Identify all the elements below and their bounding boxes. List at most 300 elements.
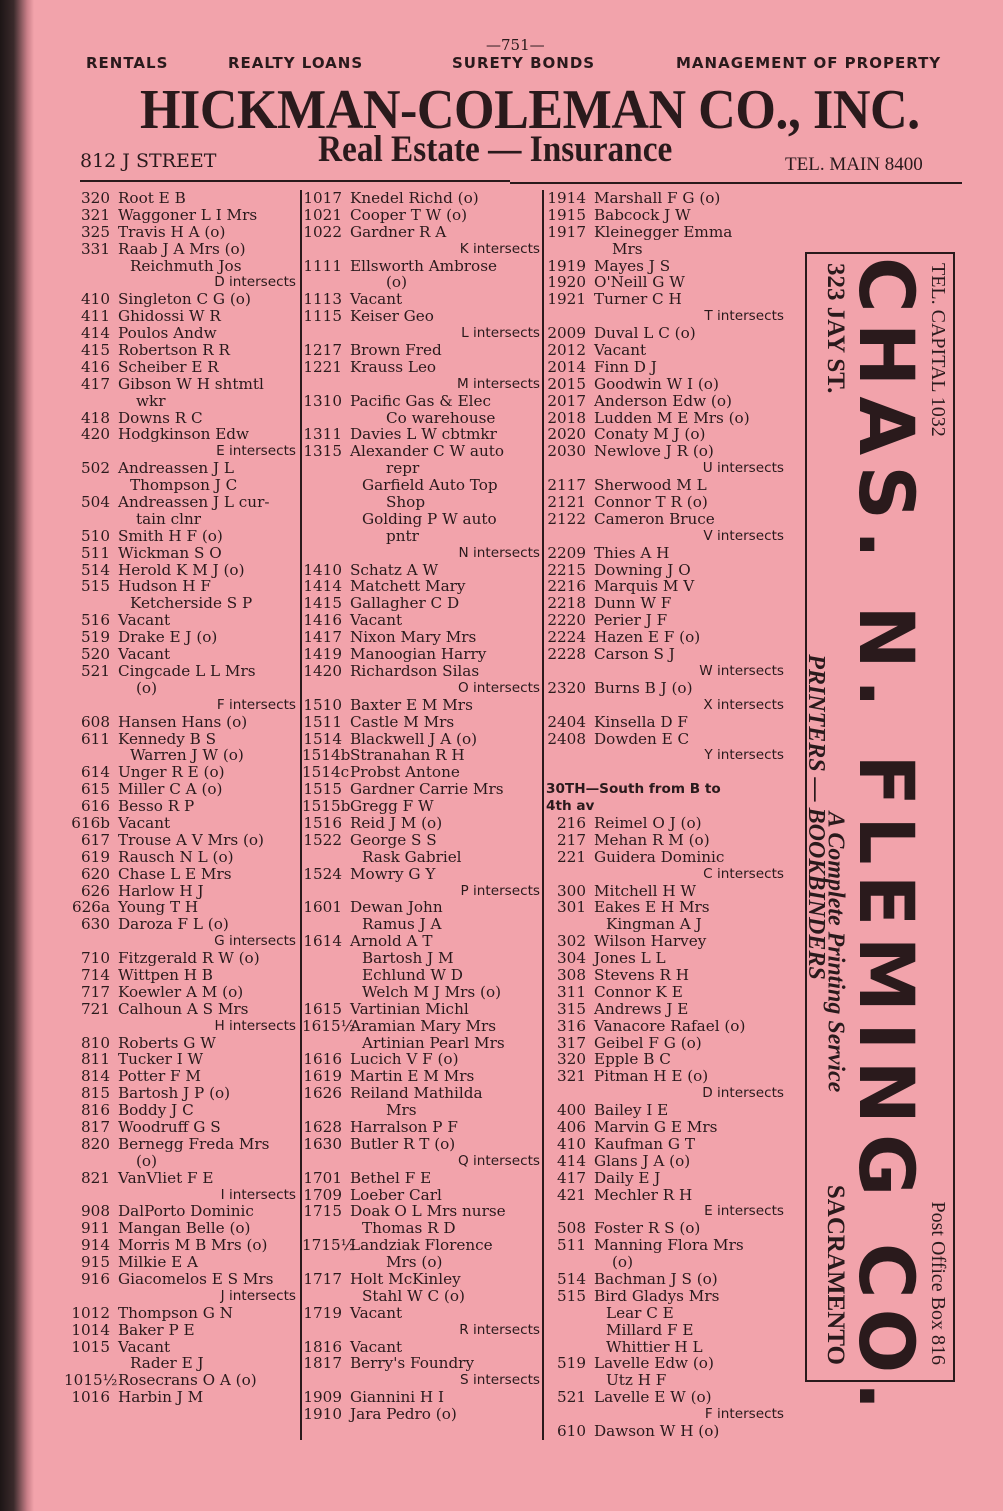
directory-entry bbox=[302, 933, 540, 950]
house-number: 616 bbox=[81, 797, 110, 816]
resident-name: Andreassen J L cur- bbox=[118, 493, 270, 512]
resident-name: Dewan John bbox=[350, 898, 443, 917]
cross-street-heading bbox=[546, 528, 784, 545]
directory-entry bbox=[64, 1203, 296, 1220]
resident-name: Gibson W H shtmtl bbox=[118, 374, 264, 393]
resident-name: Miller C A (o) bbox=[118, 780, 223, 799]
resident-name: DalPorto Dominic bbox=[118, 1202, 254, 1221]
directory-entry bbox=[302, 714, 540, 731]
house-number: 510 bbox=[81, 526, 110, 545]
ad-company-name: CHAS. N. FLEMING CO. bbox=[842, 257, 931, 1421]
directory-entry bbox=[546, 1389, 784, 1406]
directory-entry bbox=[546, 916, 784, 933]
entry-continuation: Shop bbox=[386, 493, 426, 512]
directory-entry bbox=[64, 1372, 296, 1389]
resident-name: Krauss Leo bbox=[350, 357, 437, 376]
directory-entry bbox=[64, 764, 296, 781]
entry-continuation: (o) bbox=[136, 1151, 157, 1170]
house-number: 2121 bbox=[547, 493, 586, 512]
resident-name: Chase L E Mrs bbox=[118, 864, 232, 883]
resident-name: Glans J A (o) bbox=[594, 1151, 691, 1170]
house-number: 521 bbox=[557, 1388, 586, 1407]
cross-street-label: J intersects bbox=[220, 1287, 296, 1304]
resident-name: Landziak Florence bbox=[350, 1236, 493, 1255]
directory-entry bbox=[546, 190, 784, 207]
house-number: 710 bbox=[81, 949, 110, 968]
house-number: 916 bbox=[81, 1270, 110, 1288]
directory-entry bbox=[302, 798, 540, 815]
directory-entry bbox=[546, 1305, 784, 1322]
resident-name: Mechler R H bbox=[594, 1185, 693, 1204]
house-number: 1524 bbox=[303, 864, 342, 883]
resident-name: Newlove J R (o) bbox=[594, 442, 714, 461]
directory-entry bbox=[546, 950, 784, 967]
resident-name: Singleton C G (o) bbox=[118, 290, 251, 309]
house-number: 1516 bbox=[303, 813, 342, 832]
resident-name: Thies A H bbox=[594, 543, 670, 562]
directory-entry bbox=[302, 1288, 540, 1305]
house-number: 2216 bbox=[547, 577, 586, 596]
directory-entry bbox=[302, 899, 540, 916]
directory-entry bbox=[302, 1187, 540, 1204]
resident-name: Milkie E A bbox=[118, 1253, 199, 1272]
cross-street-label: K intersects bbox=[459, 240, 540, 257]
directory-entry bbox=[64, 511, 296, 528]
house-number: 1630 bbox=[303, 1134, 342, 1153]
cross-street-label: H intersects bbox=[214, 1017, 296, 1034]
resident-name: Bethel F E bbox=[350, 1168, 432, 1187]
directory-entry bbox=[546, 224, 784, 241]
cross-street-label: L intersects bbox=[461, 325, 540, 342]
resident-name: Jones L L bbox=[594, 949, 666, 968]
cross-street-heading bbox=[546, 747, 784, 764]
resident-name: Harralson P F bbox=[350, 1117, 458, 1136]
resident-name: Kinsella D F bbox=[594, 712, 688, 731]
resident-name: Anderson Edw (o) bbox=[594, 391, 732, 410]
house-number: 519 bbox=[557, 1354, 586, 1373]
directory-entry bbox=[302, 1220, 540, 1237]
resident-name: Rader E J bbox=[130, 1354, 204, 1373]
house-number: 300 bbox=[557, 881, 586, 900]
house-number: 514 bbox=[557, 1270, 586, 1288]
house-number: 626a bbox=[71, 898, 110, 917]
directory-entry bbox=[546, 477, 784, 494]
street-heading-label: 4th av bbox=[546, 798, 595, 815]
directory-entry bbox=[546, 494, 784, 511]
resident-name: Ludden M E Mrs (o) bbox=[594, 408, 750, 427]
directory-entry bbox=[64, 325, 296, 342]
house-number: 217 bbox=[557, 830, 586, 849]
company-address: 812 J STREET bbox=[80, 150, 217, 172]
entry-continuation: (o) bbox=[386, 273, 407, 292]
resident-name: Downs R C bbox=[118, 408, 203, 427]
resident-name: Butler R T (o) bbox=[350, 1134, 456, 1153]
resident-name: Cingcade L L Mrs bbox=[118, 661, 256, 680]
house-number: 615 bbox=[81, 780, 110, 799]
house-number: 1416 bbox=[303, 611, 342, 630]
resident-name: Baxter E M Mrs bbox=[350, 695, 473, 714]
resident-name: Stranahan R H bbox=[350, 746, 465, 765]
directory-entry bbox=[64, 1389, 296, 1406]
house-number: 1016 bbox=[71, 1388, 110, 1407]
resident-name: Schatz A W bbox=[350, 560, 439, 579]
resident-name: Bernegg Freda Mrs bbox=[118, 1134, 270, 1153]
house-number: 304 bbox=[557, 949, 586, 968]
resident-name: Turner C H bbox=[594, 290, 682, 309]
house-number: 626 bbox=[81, 881, 110, 900]
resident-name: Utz H F bbox=[606, 1371, 667, 1390]
house-number: 1514c bbox=[302, 763, 350, 782]
house-number: 810 bbox=[81, 1033, 110, 1052]
resident-name: Lear C E bbox=[606, 1303, 674, 1322]
house-number: 406 bbox=[557, 1117, 586, 1136]
house-number: 1816 bbox=[303, 1337, 342, 1356]
house-number: 614 bbox=[81, 763, 110, 782]
cross-street-label: V intersects bbox=[703, 527, 784, 544]
directory-entry bbox=[64, 342, 296, 359]
cross-street-label: D intersects bbox=[214, 274, 296, 291]
house-number: 2020 bbox=[547, 425, 586, 444]
directory-column-3 bbox=[546, 190, 784, 1440]
directory-entry bbox=[64, 494, 296, 511]
cross-street-heading bbox=[546, 1203, 784, 1220]
house-number: 1921 bbox=[547, 290, 586, 309]
resident-name: Poulos Andw bbox=[118, 324, 217, 343]
resident-name: Manoogian Harry bbox=[350, 645, 487, 664]
cross-street-heading bbox=[64, 274, 296, 291]
resident-name: Root E B bbox=[118, 189, 186, 207]
directory-entry bbox=[64, 731, 296, 748]
resident-name: Hodgkinson Edw bbox=[118, 425, 250, 444]
directory-entry bbox=[302, 849, 540, 866]
directory-entry bbox=[546, 883, 784, 900]
house-number: 630 bbox=[81, 915, 110, 934]
directory-entry bbox=[64, 899, 296, 916]
house-number: 1601 bbox=[303, 898, 342, 917]
resident-name: Reid J M (o) bbox=[350, 813, 443, 832]
house-number: 315 bbox=[557, 999, 586, 1018]
directory-entry bbox=[64, 207, 296, 224]
directory-entry bbox=[302, 815, 540, 832]
resident-name: Bird Gladys Mrs bbox=[594, 1286, 720, 1305]
directory-entry bbox=[302, 866, 540, 883]
resident-name: Martin E M Mrs bbox=[350, 1067, 475, 1086]
resident-name: Wittpen H B bbox=[118, 965, 213, 984]
directory-entry bbox=[302, 916, 540, 933]
directory-entry bbox=[546, 731, 784, 748]
resident-name: Foster R S (o) bbox=[594, 1219, 701, 1238]
resident-name: Ghidossi W R bbox=[118, 307, 221, 326]
house-number: 1515 bbox=[303, 780, 342, 799]
directory-entry bbox=[302, 629, 540, 646]
company-name: HICKMAN-COLEMAN CO., INC. bbox=[140, 79, 920, 141]
resident-name: Giannini H I bbox=[350, 1388, 445, 1407]
house-number: 1817 bbox=[303, 1354, 342, 1373]
cross-street-label: U intersects bbox=[702, 460, 784, 477]
service-management: MANAGEMENT OF PROPERTY bbox=[676, 54, 942, 72]
house-number: 821 bbox=[81, 1168, 110, 1187]
directory-entry bbox=[546, 967, 784, 984]
directory-entry bbox=[64, 1153, 296, 1170]
resident-name: Duval L C (o) bbox=[594, 324, 696, 343]
cross-street-heading bbox=[546, 1406, 784, 1423]
directory-entry bbox=[64, 241, 296, 258]
house-number: 317 bbox=[557, 1033, 586, 1052]
resident-name: Kleinegger Emma bbox=[594, 222, 733, 241]
resident-name: Bartosh J P (o) bbox=[118, 1084, 231, 1103]
directory-entry bbox=[64, 460, 296, 477]
resident-name: Gardner Carrie Mrs bbox=[350, 780, 504, 799]
resident-name: Hudson H F bbox=[118, 577, 211, 596]
house-number: 2117 bbox=[547, 476, 586, 495]
book-spine-shadow bbox=[0, 0, 34, 1511]
directory-entry bbox=[546, 578, 784, 595]
directory-entry bbox=[302, 1339, 540, 1356]
resident-name: Vanacore Rafael (o) bbox=[594, 1016, 746, 1035]
resident-name: Herold K M J (o) bbox=[118, 560, 245, 579]
entry-continuation: Mrs bbox=[386, 1101, 417, 1120]
resident-name: Golding P W auto bbox=[362, 509, 497, 528]
resident-name: Bailey I E bbox=[594, 1101, 669, 1120]
house-number: 1017 bbox=[303, 189, 342, 207]
directory-entry bbox=[546, 984, 784, 1001]
directory-entry bbox=[302, 342, 540, 359]
resident-name: Alexander C W auto bbox=[350, 442, 504, 461]
house-number: 221 bbox=[557, 847, 586, 866]
house-number: 1515b bbox=[302, 797, 351, 816]
resident-name: Jara Pedro (o) bbox=[350, 1405, 457, 1424]
street-heading bbox=[546, 798, 784, 815]
directory-entry bbox=[64, 832, 296, 849]
directory-entry bbox=[302, 1389, 540, 1406]
resident-name: Davies L W cbtmkr bbox=[350, 425, 497, 444]
resident-name: Unger R E (o) bbox=[118, 763, 225, 782]
resident-name: Warren J W (o) bbox=[130, 746, 244, 765]
resident-name: Harbin J M bbox=[118, 1388, 204, 1407]
house-number: 1709 bbox=[303, 1185, 342, 1204]
resident-name: Daroza F L (o) bbox=[118, 915, 229, 934]
house-number: 311 bbox=[557, 982, 586, 1001]
house-number: 2122 bbox=[547, 509, 586, 528]
resident-name: Gardner R A bbox=[350, 222, 447, 241]
directory-entry bbox=[546, 1220, 784, 1237]
cross-street-label: D intersects bbox=[702, 1085, 784, 1102]
cross-street-heading bbox=[302, 376, 540, 393]
directory-entry bbox=[546, 426, 784, 443]
resident-name: Marshall F G (o) bbox=[594, 189, 721, 207]
entry-continuation: (o) bbox=[612, 1253, 633, 1272]
header-rule-left bbox=[80, 180, 510, 182]
cross-street-label: O intersects bbox=[457, 679, 540, 696]
house-number: 1619 bbox=[303, 1067, 342, 1086]
cross-street-label: R intersects bbox=[459, 1321, 540, 1338]
house-number: 400 bbox=[557, 1101, 586, 1120]
resident-name: Woodruff G S bbox=[118, 1117, 221, 1136]
service-rentals: RENTALS bbox=[86, 54, 169, 72]
house-number: 421 bbox=[557, 1185, 586, 1204]
directory-entry bbox=[302, 747, 540, 764]
directory-entry bbox=[302, 190, 540, 207]
directory-entry bbox=[546, 1136, 784, 1153]
directory-entry bbox=[546, 359, 784, 376]
house-number: 617 bbox=[81, 830, 110, 849]
directory-entry bbox=[64, 308, 296, 325]
directory-entry bbox=[546, 1322, 784, 1339]
directory-entry bbox=[64, 224, 296, 241]
directory-column-1 bbox=[64, 190, 296, 1406]
resident-name: Andreassen J L bbox=[118, 459, 234, 478]
resident-name: Harlow H J bbox=[118, 881, 204, 900]
resident-name: Richardson Silas bbox=[350, 661, 480, 680]
house-number: 2014 bbox=[547, 357, 586, 376]
resident-name: Reiland Mathilda bbox=[350, 1084, 483, 1103]
directory-entry bbox=[64, 1102, 296, 1119]
directory-entry bbox=[546, 1423, 784, 1440]
house-number: 1628 bbox=[303, 1117, 342, 1136]
directory-entry bbox=[64, 815, 296, 832]
directory-entry bbox=[546, 1339, 784, 1356]
directory-entry bbox=[546, 1035, 784, 1052]
directory-entry bbox=[64, 1001, 296, 1018]
house-number: 410 bbox=[557, 1134, 586, 1153]
cross-street-label: F intersects bbox=[216, 696, 296, 713]
cross-street-label: C intersects bbox=[703, 865, 784, 882]
resident-name: Guidera Dominic bbox=[594, 847, 725, 866]
resident-name: Ramus J A bbox=[362, 915, 442, 934]
house-number: 1113 bbox=[303, 290, 342, 309]
directory-entry bbox=[302, 477, 540, 494]
directory-entry bbox=[64, 1068, 296, 1085]
resident-name: Trouse A V Mrs (o) bbox=[118, 830, 264, 849]
directory-entry bbox=[302, 1035, 540, 1052]
directory-entry bbox=[546, 1102, 784, 1119]
cross-street-heading bbox=[302, 1153, 540, 1170]
house-number: 511 bbox=[557, 1236, 586, 1255]
directory-entry bbox=[64, 866, 296, 883]
directory-entry bbox=[546, 1355, 784, 1372]
cross-street-heading bbox=[302, 883, 540, 900]
directory-entry bbox=[546, 443, 784, 460]
resident-name: Carson S J bbox=[594, 645, 675, 664]
directory-entry bbox=[302, 224, 540, 241]
resident-name: Young T H bbox=[118, 898, 199, 917]
cross-street-heading bbox=[546, 308, 784, 325]
directory-entry bbox=[64, 1035, 296, 1052]
directory-entry bbox=[64, 629, 296, 646]
house-number: 1221 bbox=[303, 357, 342, 376]
directory-entry bbox=[302, 291, 540, 308]
directory-entry bbox=[546, 291, 784, 308]
resident-name: Eakes E H Mrs bbox=[594, 898, 710, 917]
resident-name: Matchett Mary bbox=[350, 577, 466, 596]
directory-entry bbox=[546, 274, 784, 291]
resident-name: Echlund W D bbox=[362, 965, 463, 984]
house-number: 514 bbox=[81, 560, 110, 579]
resident-name: Calhoun A S Mrs bbox=[118, 999, 249, 1018]
directory-entry bbox=[64, 1355, 296, 1372]
directory-entry bbox=[64, 680, 296, 697]
directory-entry bbox=[302, 1119, 540, 1136]
resident-name: Connor T R (o) bbox=[594, 493, 708, 512]
directory-entry bbox=[64, 1271, 296, 1288]
house-number: 619 bbox=[81, 847, 110, 866]
cross-street-heading bbox=[302, 680, 540, 697]
house-number: 1615½ bbox=[302, 1016, 356, 1035]
directory-entry bbox=[64, 1220, 296, 1237]
ad-slogan: A Complete Printing Service bbox=[822, 811, 849, 1093]
directory-entry bbox=[302, 443, 540, 460]
resident-name: Dunn W F bbox=[594, 594, 672, 613]
directory-entry bbox=[64, 359, 296, 376]
directory-entry bbox=[546, 562, 784, 579]
directory-entry bbox=[546, 832, 784, 849]
house-number: 414 bbox=[81, 324, 110, 343]
resident-name: Waggoner L I Mrs bbox=[118, 205, 258, 224]
cross-street-label: Q intersects bbox=[457, 1152, 540, 1169]
directory-entry bbox=[546, 1170, 784, 1187]
house-number: 1522 bbox=[303, 830, 342, 849]
house-number: 2228 bbox=[547, 645, 586, 664]
directory-entry bbox=[546, 612, 784, 629]
directory-entry bbox=[546, 933, 784, 950]
house-number: 1012 bbox=[71, 1303, 110, 1322]
resident-name: Andrews J E bbox=[594, 999, 689, 1018]
house-number: 816 bbox=[81, 1101, 110, 1120]
ad-street: 323 JAY ST. bbox=[822, 263, 849, 394]
house-number: 1715½ bbox=[302, 1236, 356, 1255]
resident-name: Lucich V F (o) bbox=[350, 1050, 459, 1069]
resident-name: Fitzgerald R W (o) bbox=[118, 949, 260, 968]
house-number: 2015 bbox=[547, 374, 586, 393]
company-telephone: TEL. MAIN 8400 bbox=[785, 154, 923, 175]
directory-entry bbox=[64, 984, 296, 1001]
column-divider-2 bbox=[542, 190, 544, 1440]
resident-name: Hansen Hans (o) bbox=[118, 712, 248, 731]
house-number: 815 bbox=[81, 1084, 110, 1103]
house-number: 2404 bbox=[547, 712, 586, 731]
resident-name: Kennedy B S bbox=[118, 729, 216, 748]
resident-name: Raab J A Mrs (o) bbox=[118, 239, 246, 258]
directory-entry bbox=[64, 562, 296, 579]
resident-name: Brown Fred bbox=[350, 341, 442, 360]
resident-name: Gregg F W bbox=[350, 797, 434, 816]
house-number: 411 bbox=[81, 307, 110, 326]
resident-name: Vacant bbox=[118, 611, 171, 630]
resident-name: Conaty M J (o) bbox=[594, 425, 706, 444]
house-number: 1719 bbox=[303, 1303, 342, 1322]
resident-name: Thompson G N bbox=[118, 1303, 233, 1322]
directory-entry bbox=[302, 984, 540, 1001]
house-number: 2017 bbox=[547, 391, 586, 410]
entry-continuation: pntr bbox=[386, 526, 419, 545]
company-subtitle: Real Estate — Insurance bbox=[318, 129, 673, 170]
directory-entry bbox=[64, 781, 296, 798]
directory-entry bbox=[302, 1271, 540, 1288]
entry-continuation: Mrs (o) bbox=[386, 1253, 443, 1272]
cross-street-label: N intersects bbox=[458, 544, 540, 561]
directory-entry bbox=[64, 950, 296, 967]
house-number: 301 bbox=[557, 898, 586, 917]
directory-entry bbox=[546, 1153, 784, 1170]
house-number: 308 bbox=[557, 965, 586, 984]
page-number: —751— bbox=[486, 36, 545, 54]
resident-name: Knedel Richd (o) bbox=[350, 189, 479, 207]
resident-name: Ellsworth Ambrose bbox=[350, 256, 497, 275]
cross-street-label: M intersects bbox=[456, 375, 540, 392]
cross-street-heading bbox=[302, 1372, 540, 1389]
cross-street-label: P intersects bbox=[460, 882, 540, 899]
resident-name: Vacant bbox=[118, 813, 171, 832]
